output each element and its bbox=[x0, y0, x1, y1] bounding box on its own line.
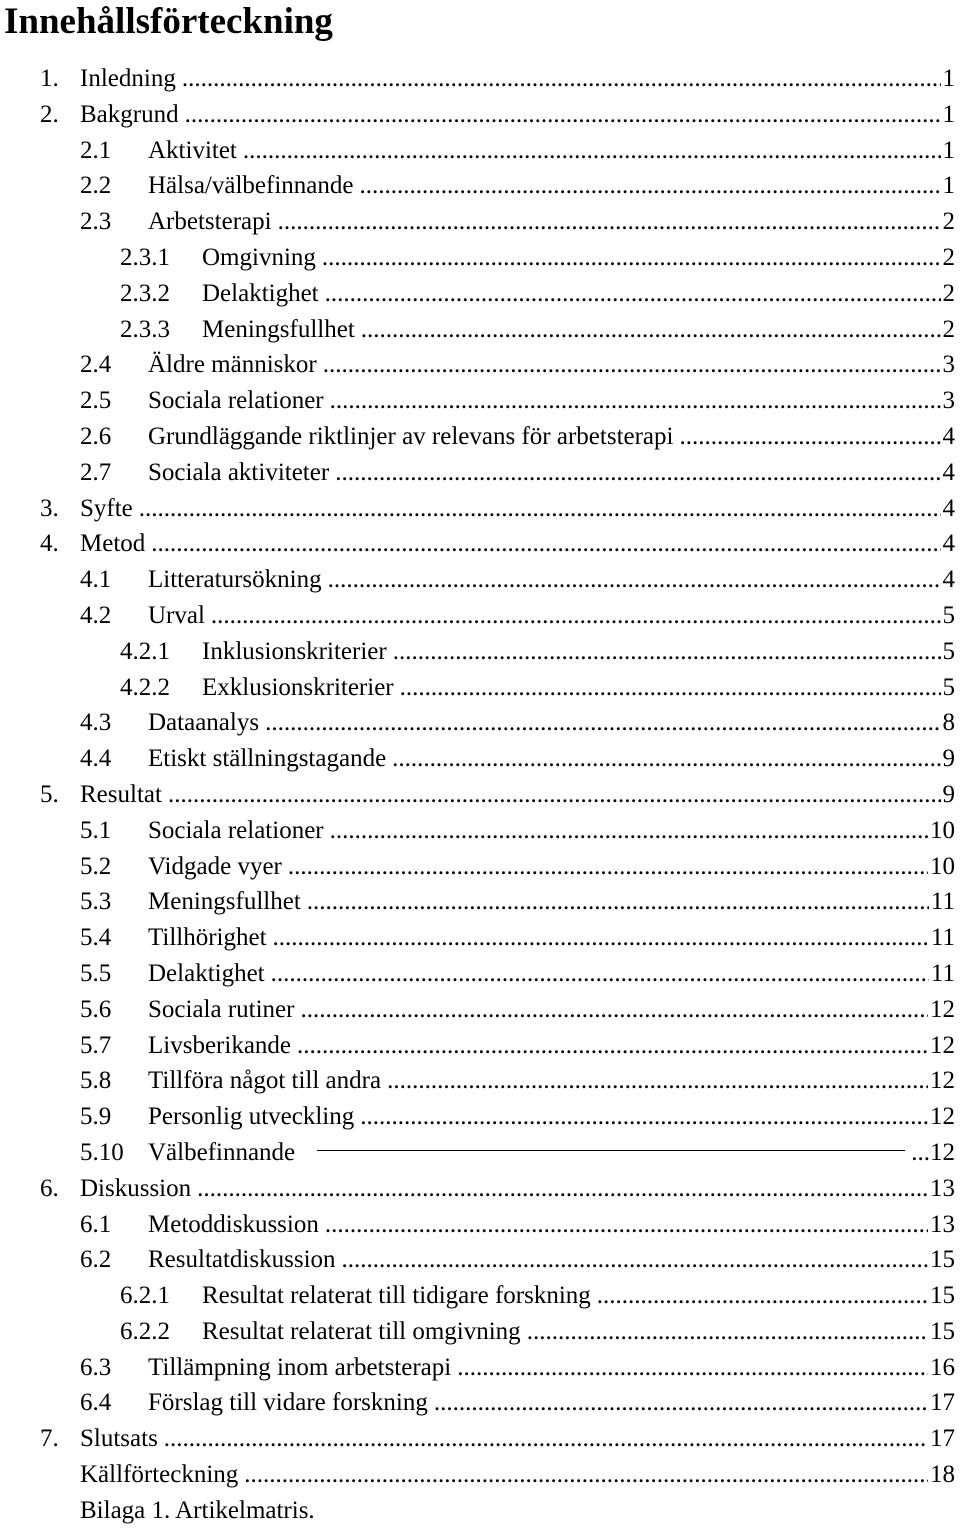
toc-entry-line bbox=[148, 992, 960, 1028]
toc-dot-leader bbox=[679, 419, 940, 455]
toc-entry-line bbox=[80, 1493, 960, 1529]
toc-dot-leader bbox=[359, 168, 940, 204]
toc-entry-page: 9 bbox=[941, 777, 960, 813]
toc-entry-label: Slutsats bbox=[80, 1421, 164, 1457]
toc-entry-line bbox=[80, 777, 960, 813]
toc-entry-number: 1. bbox=[40, 61, 59, 97]
toc-entry-label: Tillföra något till andra bbox=[148, 1063, 387, 1099]
toc-entry-number: 5.4 bbox=[80, 920, 111, 956]
toc-entry-line bbox=[148, 1135, 960, 1171]
toc-entry[interactable] bbox=[0, 777, 960, 813]
toc-entry-label: Syfte bbox=[80, 491, 139, 527]
toc-dot-leader bbox=[323, 347, 941, 383]
toc-entry-label: Välbefinnande bbox=[148, 1135, 301, 1171]
toc-entry-label: Äldre människor bbox=[148, 347, 323, 383]
toc-dot-leader bbox=[322, 240, 941, 276]
toc-dot-leader bbox=[325, 276, 941, 312]
toc-dot-leader bbox=[164, 1421, 928, 1457]
toc-entry-line bbox=[148, 741, 960, 777]
toc-dot-leader bbox=[151, 526, 940, 562]
toc-entry-page: 3 bbox=[941, 347, 960, 383]
toc-entry-line bbox=[148, 1350, 960, 1386]
toc-entry-number: 2.3.1 bbox=[120, 240, 170, 276]
toc-entry-page: 17 bbox=[928, 1421, 960, 1457]
toc-dot-leader bbox=[243, 133, 941, 169]
toc-entry[interactable] bbox=[0, 1385, 960, 1421]
toc-entry-line bbox=[202, 634, 960, 670]
toc-dot-leader bbox=[597, 1278, 928, 1314]
toc-entry-label: Resultat relaterat till omgivning bbox=[202, 1314, 527, 1350]
toc-entry[interactable] bbox=[0, 276, 960, 312]
toc-entry-label: Litteratursökning bbox=[148, 562, 328, 598]
toc-entry-page: 13 bbox=[928, 1207, 960, 1243]
toc-entry-label: Delaktighet bbox=[148, 956, 271, 992]
toc-entry-page: 2 bbox=[941, 240, 960, 276]
toc-entry-number: 5.8 bbox=[80, 1063, 111, 1099]
toc-entry-number: 5.10 bbox=[80, 1135, 124, 1171]
toc-entry-page: 3 bbox=[941, 383, 960, 419]
toc-entry-label: Aktivitet bbox=[148, 133, 243, 169]
toc-entry-line bbox=[80, 1171, 960, 1207]
toc-entry-line bbox=[148, 1028, 960, 1064]
toc-entry[interactable] bbox=[0, 1242, 960, 1278]
toc-entry-page: 2 bbox=[941, 312, 960, 348]
toc-entry[interactable] bbox=[0, 884, 960, 920]
toc-dot-leader bbox=[360, 1099, 928, 1135]
toc-entry[interactable] bbox=[0, 1314, 960, 1350]
toc-entry-number: 6.2.1 bbox=[120, 1278, 170, 1314]
toc-entry-label: Urval bbox=[148, 598, 211, 634]
toc-entry[interactable] bbox=[0, 956, 960, 992]
toc-entry-number: 2.3.2 bbox=[120, 276, 170, 312]
toc-entry-page: 2 bbox=[941, 276, 960, 312]
toc-entry-line bbox=[148, 1385, 960, 1421]
toc-entry-page: 4 bbox=[941, 455, 960, 491]
toc-entry[interactable] bbox=[0, 1207, 960, 1243]
toc-entry-number: 5.5 bbox=[80, 956, 111, 992]
toc-entry-page: 15 bbox=[928, 1278, 960, 1314]
toc-entry-page: 1 bbox=[941, 133, 960, 169]
toc-dot-leader bbox=[325, 1207, 928, 1243]
toc-entry-number: 2.4 bbox=[80, 347, 111, 383]
toc-entry[interactable] bbox=[0, 670, 960, 706]
toc-entry[interactable] bbox=[0, 1421, 960, 1457]
toc-entry-number: 6.4 bbox=[80, 1385, 111, 1421]
toc-entry-page: 1 bbox=[941, 168, 960, 204]
toc-entry-line bbox=[202, 1314, 960, 1350]
toc-dot-leader bbox=[278, 204, 941, 240]
toc-dot-leader bbox=[387, 1063, 928, 1099]
toc-entry-line bbox=[202, 240, 960, 276]
toc-entry-page: 11 bbox=[929, 956, 960, 992]
toc-entry-page: 5 bbox=[941, 634, 960, 670]
toc-entry-page: 2 bbox=[941, 204, 960, 240]
toc-entry-page: 1 bbox=[941, 61, 960, 97]
toc-entry-page: 11 bbox=[929, 920, 960, 956]
toc-entry-line bbox=[202, 1278, 960, 1314]
toc-entry[interactable] bbox=[0, 992, 960, 1028]
toc-entry[interactable] bbox=[0, 1171, 960, 1207]
toc-entry-label: Resultat bbox=[80, 777, 168, 813]
toc-entry[interactable] bbox=[0, 598, 960, 634]
toc-dot-leader bbox=[211, 598, 941, 634]
toc-entry-number: 2.6 bbox=[80, 419, 111, 455]
toc-entry-label: Förslag till vidare forskning bbox=[148, 1385, 434, 1421]
toc-entry-line bbox=[148, 168, 960, 204]
toc-entry-line bbox=[148, 920, 960, 956]
toc-entry-page: 8 bbox=[941, 705, 960, 741]
toc-entry-page: 4 bbox=[941, 419, 960, 455]
toc-entry-label: Exklusionskriterier bbox=[202, 670, 400, 706]
toc-entry-number: 4.4 bbox=[80, 741, 111, 777]
toc-entry-page: 11 bbox=[929, 884, 960, 920]
toc-entry-label: Omgivning bbox=[202, 240, 322, 276]
toc-entry[interactable] bbox=[0, 491, 960, 527]
toc-dot-leader bbox=[328, 562, 941, 598]
toc-entry-page: 12 bbox=[928, 992, 960, 1028]
toc-entry-page: 16 bbox=[928, 1350, 960, 1386]
toc-entry-label: Grundläggande riktlinjer av relevans för arbetsterapi bbox=[148, 419, 679, 455]
toc-entry-number: 4.3 bbox=[80, 705, 111, 741]
table-of-contents bbox=[0, 61, 960, 1529]
toc-entry-label: Diskussion bbox=[80, 1171, 197, 1207]
toc-entry-page: 18 bbox=[928, 1457, 960, 1493]
toc-entry-line bbox=[80, 491, 960, 527]
toc-entry-line bbox=[80, 1457, 960, 1493]
toc-entry-number: 6.2.2 bbox=[120, 1314, 170, 1350]
toc-entry-number: 5.1 bbox=[80, 813, 111, 849]
toc-dot-leader bbox=[361, 312, 941, 348]
toc-entry[interactable] bbox=[0, 705, 960, 741]
toc-entry-page: 9 bbox=[941, 741, 960, 777]
toc-dot-leader bbox=[182, 61, 941, 97]
toc-entry-line bbox=[148, 598, 960, 634]
toc-dot-leader bbox=[434, 1385, 928, 1421]
toc-entry[interactable] bbox=[0, 1350, 960, 1386]
toc-dot-leader bbox=[300, 992, 928, 1028]
toc-entry-page: 17 bbox=[928, 1385, 960, 1421]
toc-entry[interactable] bbox=[0, 1135, 960, 1171]
toc-entry-label: Meningsfullhet bbox=[202, 312, 361, 348]
toc-entry-line bbox=[148, 455, 960, 491]
toc-dot-leader bbox=[244, 1457, 928, 1493]
toc-dot-leader bbox=[307, 884, 929, 920]
toc-entry-number: 5.9 bbox=[80, 1099, 111, 1135]
toc-entry-line bbox=[148, 562, 960, 598]
toc-entry[interactable] bbox=[0, 562, 960, 598]
toc-entry-line bbox=[148, 1099, 960, 1135]
toc-entry-line bbox=[148, 1242, 960, 1278]
toc-entry-number: 5.6 bbox=[80, 992, 111, 1028]
toc-dot-leader bbox=[330, 813, 928, 849]
toc-entry-number: 6. bbox=[40, 1171, 59, 1207]
toc-entry-number: 5. bbox=[40, 777, 59, 813]
toc-entry-line bbox=[148, 204, 960, 240]
toc-dot-leader bbox=[273, 920, 929, 956]
toc-entry-label: Resultat relaterat till tidigare forskning bbox=[202, 1278, 597, 1314]
toc-entry-number: 6.2 bbox=[80, 1242, 111, 1278]
toc-entry-label: Sociala relationer bbox=[148, 813, 330, 849]
toc-dot-leader bbox=[271, 956, 929, 992]
toc-dot-leader bbox=[335, 455, 940, 491]
toc-entry[interactable] bbox=[0, 920, 960, 956]
toc-entry-page: 4 bbox=[941, 491, 960, 527]
toc-entry[interactable] bbox=[0, 240, 960, 276]
toc-entry-line bbox=[148, 1207, 960, 1243]
toc-entry[interactable] bbox=[0, 634, 960, 670]
toc-entry-label: Delaktighet bbox=[202, 276, 325, 312]
toc-entry-number: 4.1 bbox=[80, 562, 111, 598]
toc-entry[interactable] bbox=[0, 61, 960, 97]
toc-entry-label: Bakgrund bbox=[80, 97, 185, 133]
toc-entry-line bbox=[148, 956, 960, 992]
toc-entry-line bbox=[148, 705, 960, 741]
toc-entry-page: 15 bbox=[928, 1314, 960, 1350]
toc-entry-line bbox=[80, 61, 960, 97]
toc-entry-label: Personlig utveckling bbox=[148, 1099, 360, 1135]
toc-entry[interactable] bbox=[0, 1063, 960, 1099]
toc-entry-label: Etiskt ställningstagande bbox=[148, 741, 392, 777]
toc-entry-page: 12 bbox=[928, 1063, 960, 1099]
toc-entry[interactable] bbox=[0, 168, 960, 204]
toc-entry[interactable] bbox=[0, 526, 960, 562]
toc-entry-label: Bilaga 1. Artikelmatris. bbox=[80, 1493, 315, 1529]
toc-entry-number: 2. bbox=[40, 97, 59, 133]
toc-entry-label: Vidgade vyer bbox=[148, 849, 288, 885]
toc-entry-number: 5.7 bbox=[80, 1028, 111, 1064]
toc-entry-number: 5.3 bbox=[80, 884, 111, 920]
toc-entry-number: 2.5 bbox=[80, 383, 111, 419]
toc-dot-leader bbox=[265, 705, 940, 741]
toc-dot-leader bbox=[400, 670, 941, 706]
toc-dot-leader bbox=[342, 1242, 928, 1278]
toc-dot-leader bbox=[527, 1314, 928, 1350]
toc-entry-label: Inledning bbox=[80, 61, 182, 97]
toc-entry[interactable] bbox=[0, 1457, 960, 1493]
toc-entry-number: 4.2.2 bbox=[120, 670, 170, 706]
toc-entry-label: Hälsa/välbefinnande bbox=[148, 168, 359, 204]
toc-entry-line bbox=[148, 813, 960, 849]
toc-entry-page: 12 bbox=[928, 1099, 960, 1135]
toc-entry[interactable] bbox=[0, 383, 960, 419]
toc-dot-leader bbox=[168, 777, 941, 813]
toc-dot-leader bbox=[393, 634, 941, 670]
toc-dot-leader bbox=[197, 1171, 928, 1207]
toc-entry-label: Livsberikande bbox=[148, 1028, 297, 1064]
toc-entry[interactable] bbox=[0, 1099, 960, 1135]
toc-entry-number: 7. bbox=[40, 1421, 59, 1457]
toc-entry-line bbox=[148, 1063, 960, 1099]
toc-entry[interactable] bbox=[0, 741, 960, 777]
toc-entry-page: 15 bbox=[928, 1242, 960, 1278]
toc-entry-page: ...12 bbox=[909, 1135, 960, 1171]
toc-entry-page: 5 bbox=[941, 598, 960, 634]
toc-entry-line bbox=[148, 133, 960, 169]
toc-entry[interactable] bbox=[0, 347, 960, 383]
toc-entry-number: 4. bbox=[40, 526, 59, 562]
toc-entry-page: 4 bbox=[941, 562, 960, 598]
toc-entry[interactable] bbox=[0, 133, 960, 169]
toc-leader-rule bbox=[317, 1150, 905, 1151]
toc-entry-label: Resultatdiskussion bbox=[148, 1242, 342, 1278]
toc-entry-label: Metod bbox=[80, 526, 151, 562]
toc-entry-line bbox=[148, 884, 960, 920]
toc-entry-label: Tillämpning inom arbetsterapi bbox=[148, 1350, 457, 1386]
toc-entry-label: Tillhörighet bbox=[148, 920, 273, 956]
toc-entry-line bbox=[202, 276, 960, 312]
toc-entry-label: Meningsfullhet bbox=[148, 884, 307, 920]
toc-entry[interactable] bbox=[0, 849, 960, 885]
toc-entry-page: 13 bbox=[928, 1171, 960, 1207]
toc-entry-number: 5.2 bbox=[80, 849, 111, 885]
toc-dot-leader bbox=[457, 1350, 928, 1386]
toc-entry[interactable] bbox=[0, 312, 960, 348]
toc-entry-number: 6.1 bbox=[80, 1207, 111, 1243]
toc-entry-label: Dataanalys bbox=[148, 705, 265, 741]
toc-entry-label: Sociala rutiner bbox=[148, 992, 300, 1028]
toc-entry-line bbox=[80, 526, 960, 562]
toc-entry-number: 3. bbox=[40, 491, 59, 527]
toc-entry-line bbox=[80, 97, 960, 133]
toc-entry-page: 1 bbox=[941, 97, 960, 133]
toc-dot-leader bbox=[301, 1135, 909, 1171]
toc-dot-leader bbox=[297, 1028, 928, 1064]
toc-entry-number: 2.1 bbox=[80, 133, 111, 169]
toc-entry-number: 2.7 bbox=[80, 455, 111, 491]
toc-entry-line bbox=[80, 1421, 960, 1457]
toc-entry-line bbox=[148, 383, 960, 419]
toc-entry-page: 10 bbox=[928, 849, 960, 885]
toc-entry-number: 2.3.3 bbox=[120, 312, 170, 348]
toc-entry[interactable] bbox=[0, 97, 960, 133]
toc-entry[interactable] bbox=[0, 455, 960, 491]
toc-entry-page: 4 bbox=[941, 526, 960, 562]
toc-entry-number: 2.2 bbox=[80, 168, 111, 204]
toc-entry-page: 10 bbox=[928, 813, 960, 849]
toc-entry-line bbox=[148, 419, 960, 455]
toc-entry-line bbox=[148, 347, 960, 383]
toc-entry-number: 4.2.1 bbox=[120, 634, 170, 670]
toc-entry[interactable] bbox=[0, 813, 960, 849]
toc-entry-label: Arbetsterapi bbox=[148, 204, 278, 240]
toc-entry[interactable] bbox=[0, 1493, 960, 1529]
toc-entry[interactable] bbox=[0, 419, 960, 455]
toc-entry-line bbox=[148, 849, 960, 885]
toc-entry-number: 4.2 bbox=[80, 598, 111, 634]
toc-entry-label: Källförteckning bbox=[80, 1457, 244, 1493]
toc-entry[interactable] bbox=[0, 204, 960, 240]
toc-entry[interactable] bbox=[0, 1278, 960, 1314]
toc-entry-line bbox=[202, 670, 960, 706]
page-title: Innehållsförteckning bbox=[4, 0, 333, 44]
toc-entry-label: Metoddiskussion bbox=[148, 1207, 325, 1243]
toc-entry-label: Sociala aktiviteter bbox=[148, 455, 335, 491]
toc-entry-page: 12 bbox=[928, 1028, 960, 1064]
toc-dot-leader bbox=[392, 741, 940, 777]
toc-entry[interactable] bbox=[0, 1028, 960, 1064]
toc-dot-leader bbox=[139, 491, 941, 527]
toc-dot-leader bbox=[185, 97, 941, 133]
toc-dot-leader bbox=[288, 849, 928, 885]
toc-dot-leader bbox=[330, 383, 941, 419]
toc-entry-number: 2.3 bbox=[80, 204, 111, 240]
toc-entry-label: Sociala relationer bbox=[148, 383, 330, 419]
toc-entry-label: Inklusionskriterier bbox=[202, 634, 393, 670]
toc-entry-number: 6.3 bbox=[80, 1350, 111, 1386]
toc-entry-page: 5 bbox=[941, 670, 960, 706]
toc-entry-line bbox=[202, 312, 960, 348]
